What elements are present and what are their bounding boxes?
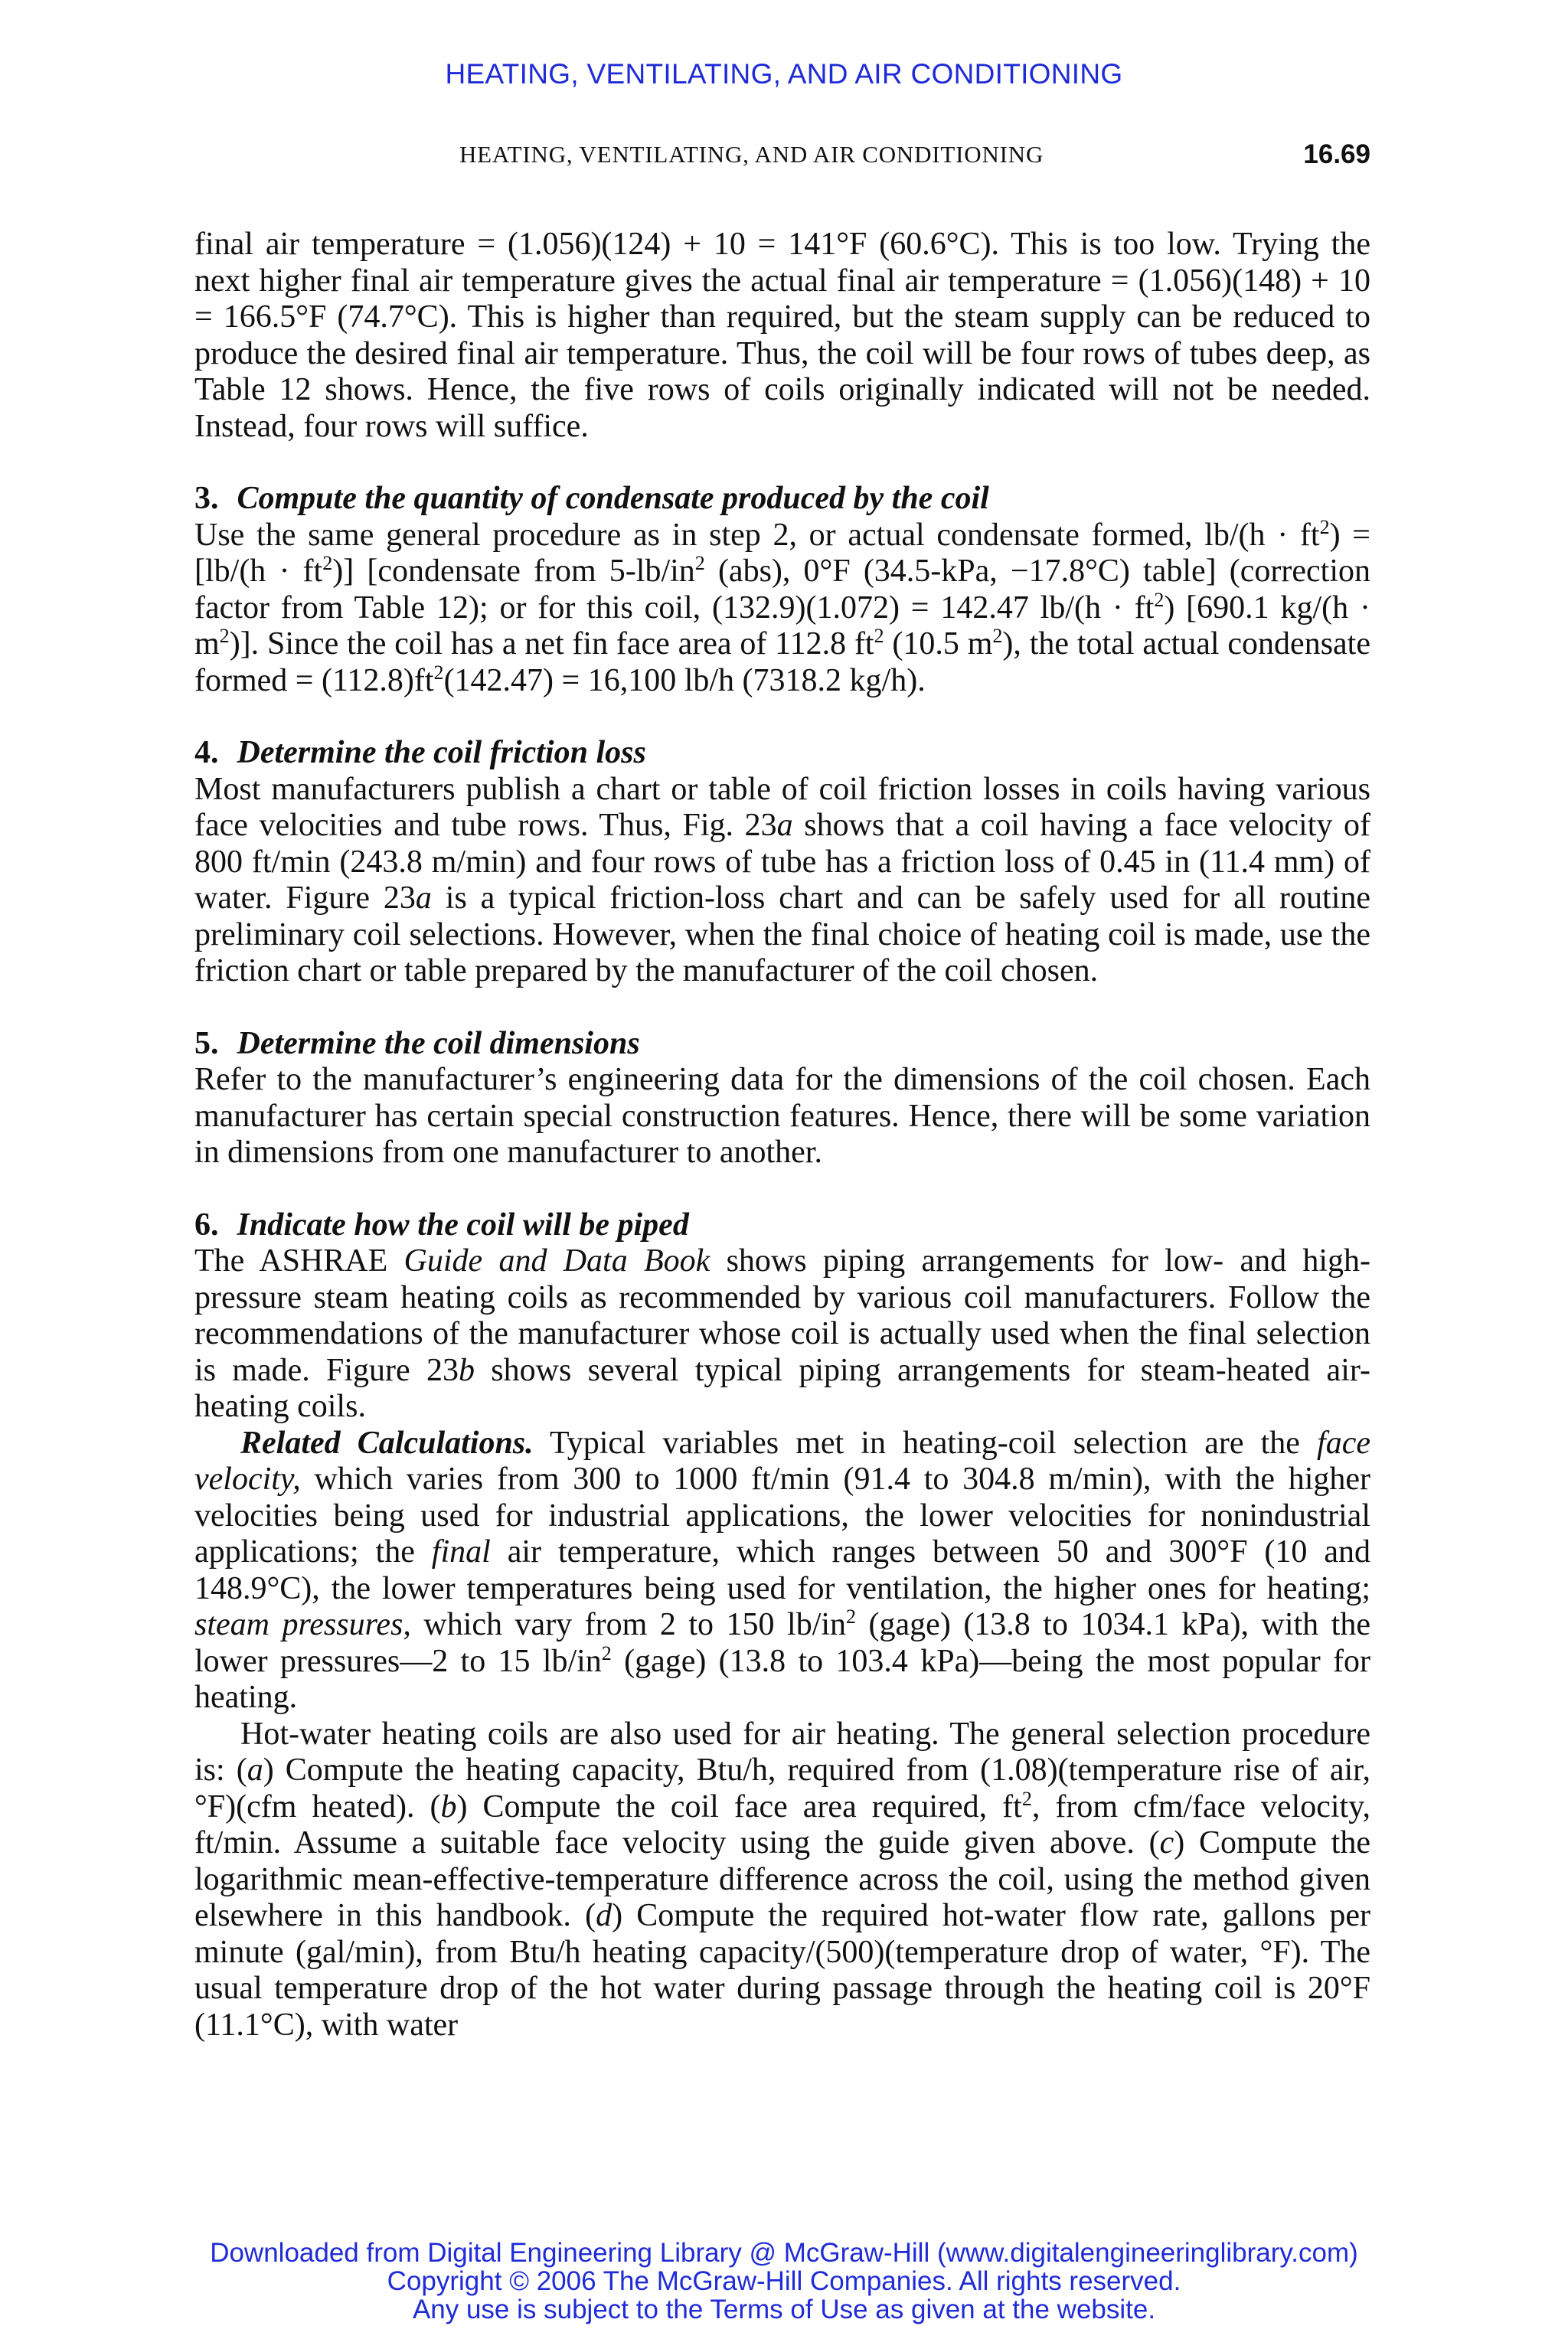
figure-letter: a (776, 808, 793, 843)
text-run: (gage) (13.8 to 1034.1 kPa), with the lower pressures—2 to 15 lb/in (194, 1607, 1370, 1679)
superscript: 2 (846, 1606, 857, 1628)
step-5-heading (194, 1026, 1370, 1063)
text-run: )]. Since the coil has a net fin face area of 112.8 ft (229, 626, 874, 662)
superscript: 2 (1021, 1787, 1032, 1810)
footer-terms-link[interactable]: Any use is subject to the Terms of Use as given at the website. (412, 2295, 1156, 2324)
superscript: 2 (219, 625, 230, 647)
list-letter: d (596, 1898, 612, 1933)
text-run: (abs), 0°F (34.5-kPa, −17.8°C) table] (correction factor from Table 12); or for this coil, (132.9)(1.072) = 142.47 lb/(h · ft (194, 554, 1370, 626)
text-run: ) = [lb/(h · ft (194, 517, 1370, 589)
text-run: Most manufacturers publish a chart or table of coil friction losses in coils having various face velocities and tube rows. Thus, Fig. 23 (194, 771, 1370, 843)
superscript: 2 (874, 625, 884, 647)
text-run: shows several typical piping arrangements for steam-heated air-heating coils. (194, 1352, 1371, 1424)
superscript: 2 (322, 552, 333, 574)
emphasis: final (431, 1534, 491, 1570)
step-3 (194, 481, 1370, 699)
step-title: Compute the quantity of condensate produced by the coil (237, 481, 989, 516)
text-run: ) Compute the required hot-water flow rate, gallons per minute (gal/min), from Btu/h heating capacity/(500)(temperature drop of water, °F). The usual temperature drop of the hot water during passage through the heating coil is 20°F (11.1°C), with water (194, 1898, 1370, 2043)
step-number: 4. (194, 735, 219, 770)
text-run: air temperature, which ranges between 50 and 300°F (10 and 148.9°C), the lower temperatures being used for ventilation, the higher ones for heating; (194, 1534, 1370, 1606)
step-6-body (194, 1243, 1370, 1426)
running-head-title: HEATING, VENTILATING, AND AIR CONDITIONING (459, 141, 1044, 168)
intro-paragraph: final air temperature = (1.056)(124) + 10 = 141°F (60.6°C). This is too low. Trying the next higher final air temperature gives the actual final air temperature = (1.056)(148) + 10 = 166.5°F (74.7°C). This is higher than required, but the steam supply can be reduced to produce the desired final air temperature. Thus, the coil will be four rows of tubes deep, as Table 12 shows. Hence, the five rows of coils originally indicated will not be needed. Instead, four rows will suffice. (194, 227, 1370, 444)
text-run: The ASHRAE (194, 1243, 404, 1279)
related-calculations (194, 1426, 1370, 1717)
running-head (194, 141, 1370, 178)
step-title: Indicate how the coil will be piped (237, 1207, 689, 1243)
text-run: )] [condensate from 5-lb/in (332, 554, 695, 589)
step-6 (194, 1207, 1370, 1426)
text-run: ) [690.1 kg/(h · m (194, 590, 1370, 662)
text-run: which vary from 2 to 150 lb/in (410, 1607, 847, 1642)
step-3-body (194, 515, 1370, 700)
footer-copyright: Copyright © 2006 The McGraw-Hill Companies. All rights reserved. (387, 2266, 1181, 2296)
step-4 (194, 735, 1370, 990)
footer-download-link[interactable]: Downloaded from Digital Engineering Library @ McGraw-Hill (www.digitalengineeringlibrary.com) (210, 2238, 1358, 2268)
figure-letter: a (415, 880, 432, 916)
text-run: ), the total actual condensate formed = (112.8)ft (194, 626, 1370, 698)
superscript: 2 (1154, 588, 1165, 611)
page-number: 16.69 (1303, 139, 1370, 169)
superscript: 2 (1319, 515, 1330, 538)
list-letter: c (1159, 1825, 1174, 1860)
step-title: Determine the coil dimensions (237, 1025, 640, 1061)
footer (0, 2239, 1568, 2324)
text-run: shows that a coil having a face velocity of 800 ft/min (243.8 m/min) and four rows of tube has a friction loss of 0.45 in (11.4 mm) of water. Figure 23 (194, 808, 1370, 916)
book-title: Guide and Data Book (403, 1243, 710, 1279)
text-run: shows piping arrangements for low- and high-pressure steam heating coils as recommended by various coil manufacturers. Follow the recommendations of the manufacturer whose coil is actually used when the final selection is made. Figure 23 (194, 1243, 1371, 1388)
top-banner: HEATING, VENTILATING, AND AIR CONDITIONING (445, 58, 1123, 90)
text-run: Hot-water heating coils are also used for air heating. The general selection procedure is: ( (194, 1716, 1370, 1788)
text-run: , from cfm/face velocity, ft/min. Assume a suitable face velocity using the guide given above. ( (194, 1788, 1370, 1860)
emphasis: face velocity, (194, 1425, 1370, 1497)
text-run: which varies from 300 to 1000 ft/min (91.4 to 304.8 m/min), with the higher velocities being used for industrial applications, the lower velocities for nonindustrial applications; the (194, 1462, 1370, 1570)
step-number: 6. (194, 1207, 219, 1243)
superscript: 2 (601, 1642, 612, 1664)
step-5-body: Refer to the manufacturer’s engineering data for the dimensions of the coil chosen. Each manufacturer has certain special construction features. Hence, there will be some variation in dimensions from one manufacturer to another. (194, 1062, 1370, 1170)
text-run: ) Compute the heating capacity, Btu/h, required from (1.08)(temperature rise of air, °F)(cfm heated). ( (194, 1753, 1370, 1824)
text-run: (10.5 m (884, 626, 993, 662)
list-letter: a (247, 1753, 263, 1788)
step-number: 5. (194, 1025, 219, 1061)
list-letter: b (440, 1788, 457, 1824)
text-run: (142.47) = 16,100 lb/h (7318.2 kg/h). (443, 662, 926, 698)
text-run: Typical variables met in heating-coil selection are the (533, 1425, 1318, 1461)
superscript: 2 (694, 552, 705, 574)
step-4-body (194, 772, 1370, 990)
step-number: 3. (194, 481, 219, 516)
page-body (194, 227, 1370, 2043)
superscript: 2 (992, 625, 1003, 647)
hot-water-paragraph (194, 1717, 1370, 2044)
step-title: Determine the coil friction loss (237, 735, 646, 770)
superscript: 2 (433, 661, 444, 684)
emphasis: steam pressures, (194, 1607, 411, 1642)
text-run: is a typical friction-loss chart and can be safely used for all routine preliminary coil selections. However, when the final choice of heating coil is made, use the friction chart or table prepared by the manufacturer of the coil chosen. (194, 880, 1371, 988)
related-calculations-label: Related Calculations. (240, 1425, 534, 1461)
step-6-heading (194, 1207, 1370, 1244)
step-5 (194, 1026, 1370, 1171)
text-run: Use the same general procedure as in step 2, or actual condensate formed, lb/(h · ft (194, 517, 1320, 553)
text-run: ) Compute the coil face area required, ft (456, 1788, 1022, 1824)
step-4-heading (194, 735, 1370, 772)
step-3-heading (194, 481, 1370, 518)
text-run: (gage) (13.8 to 103.4 kPa)—being the most popular for heating. (194, 1643, 1370, 1715)
text-run: ) Compute the logarithmic mean-effective-temperature difference across the coil, using the method given elsewhere in this handbook. ( (194, 1825, 1370, 1933)
figure-letter: b (458, 1352, 475, 1388)
